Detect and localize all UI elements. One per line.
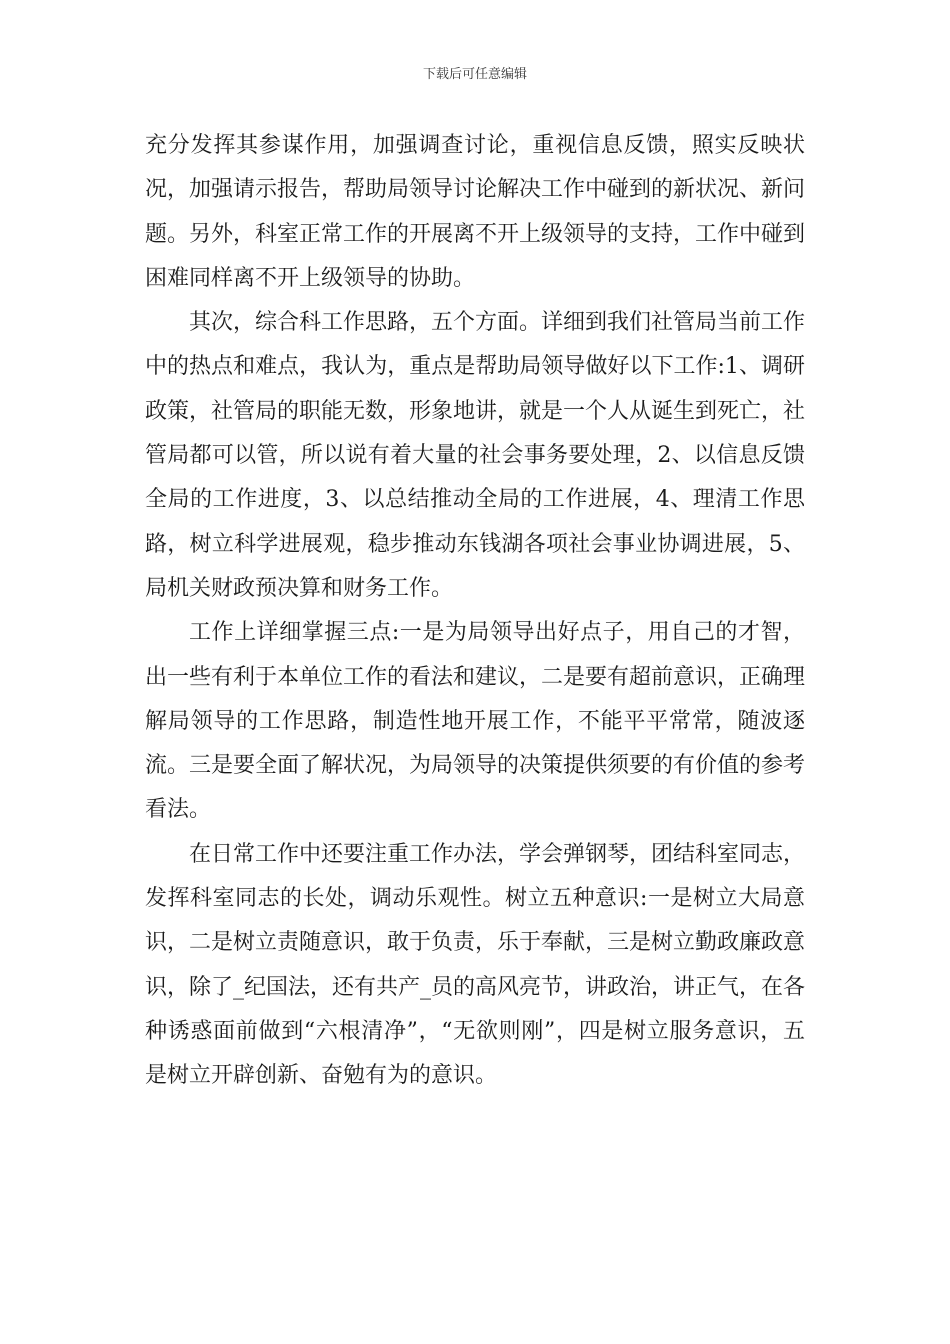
paragraph-work-ideas: 其次，综合科工作思路，五个方面。详细到我们社管局当前工作中的热点和难点，我认为，重点是帮助局领导做好以下工作:1、调研政策，社管局的职能无数，形象地讲，就是一个人从诞生到死亡，社管局都可以管，所以说有着大量的社会事务要处理，2、以信息反馈全局的工作进度，3、以总结推动全局的工作进展，4、理清工作思路，树立科学进展观，稳步推动东钱湖各项社会事业协调进展，5、局机关财政预决算和财务工作。: [145, 310, 806, 601]
paragraph-five-awareness: 在日常工作中还要注重工作办法，学会弹钢琴，团结科室同志，发挥科室同志的长处，调动乐观性。树立五种意识:一是树立大局意识，二是树立责随意识，敢于负责，乐于奉献，三是树立勤政廉政意识，除了_纪国法，还有共产_员的高风亮节，讲政治，讲正气，在各种诱惑面前做到“六根清净”，“无欲则刚”，四是树立服务意识，五是树立开辟创新、奋勉有为的意识。: [145, 841, 806, 1089]
paragraph-three-points: 工作上详细掌握三点:一是为局领导出好点子，用自己的才智，出一些有利于本单位工作的看法和建议，二是要有超前意识，正确理解局领导的工作思路，制造性地开展工作，不能平平常常，随波逐流。三是要全面了解状况，为局领导的决策提供须要的有价值的参考看法。: [145, 620, 806, 823]
document-body: [145, 124, 805, 1099]
page-header-note: 下载后可任意编辑: [422, 67, 527, 82]
paragraph-continuation: 充分发挥其参谋作用，加强调查讨论，重视信息反馈，照实反映状况，加强请示报告，帮助局领导讨论解决工作中碰到的新状况、新问题。另外，科室正常工作的开展离不开上级领导的支持，工作中碰到困难同样离不开上级领导的协助。: [145, 133, 806, 291]
